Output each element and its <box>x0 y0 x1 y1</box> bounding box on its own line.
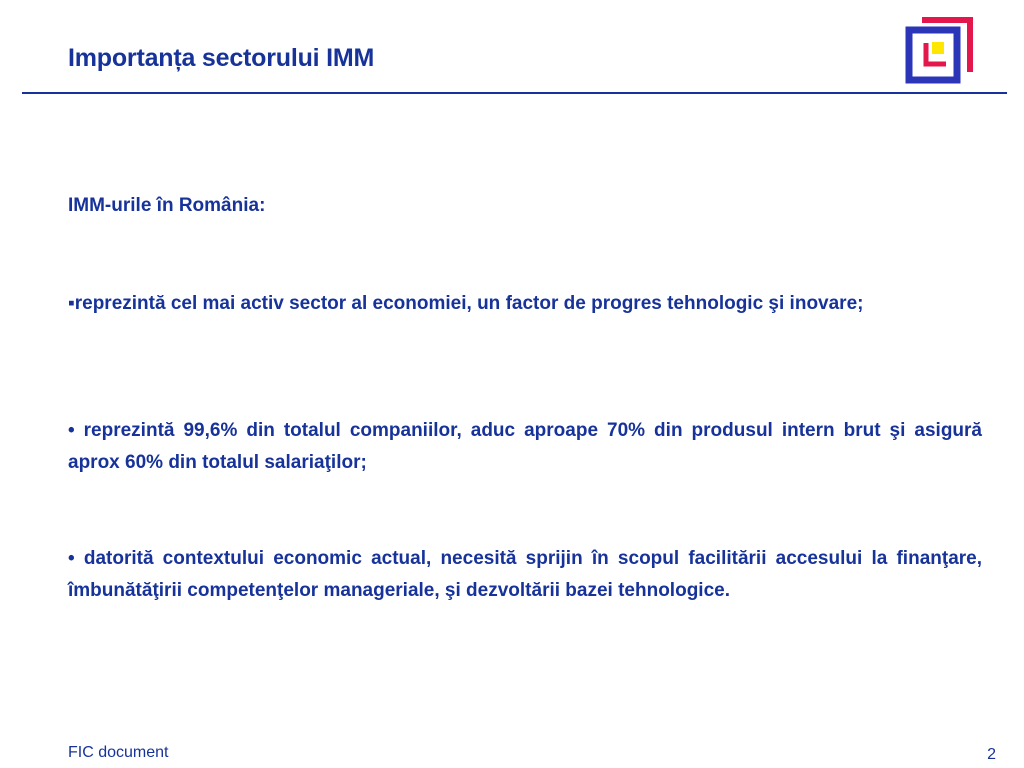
bullet-item-2: • reprezintă 99,6% din totalul companiilor, aduc aproape 70% din produsul intern brut şi asigură aprox 60% din totalul salariaţilor; <box>68 420 982 473</box>
bullet-item-3: • datorită contextului economic actual, necesită sprijin în scopul facilitării accesului la finanţare, îmbunătăţirii competenţelor manageriale, şi dezvoltării bazei tehnologice. <box>68 548 982 601</box>
bullet-item-1: ▪reprezintă cel mai activ sector al economiei, un factor de progres tehnologic şi inovare; <box>68 293 864 314</box>
section-heading: IMM-urile în România: <box>68 195 266 216</box>
title-divider <box>22 92 1007 94</box>
slide-title: Importanța sectorului IMM <box>68 44 375 72</box>
footer-label: FIC document <box>68 744 169 761</box>
fic-logo-icon <box>904 16 976 86</box>
page-number: 2 <box>987 746 996 763</box>
